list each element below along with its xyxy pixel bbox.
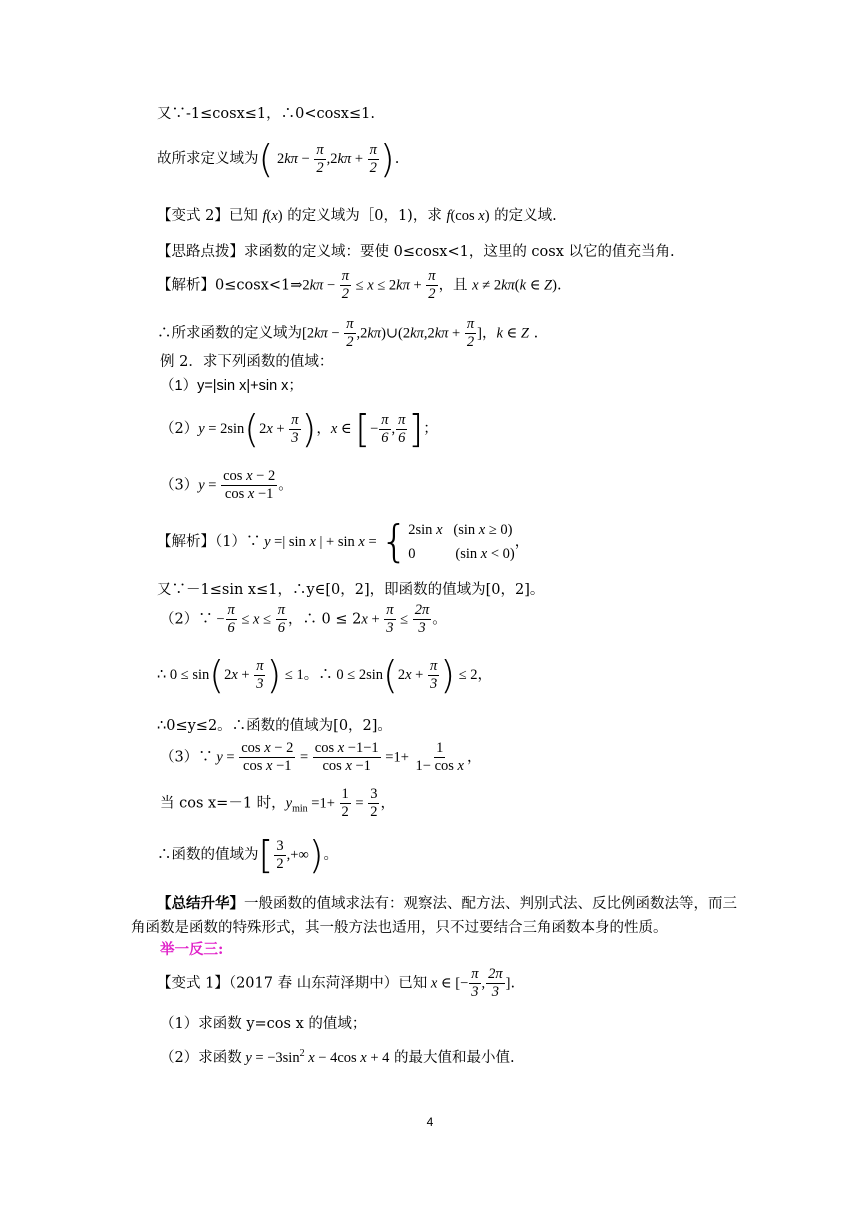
variant-2-title: 【变式 2】已知 f(x) 的定义域为［0，1)，求 f(cos x) 的定义域. bbox=[157, 208, 557, 224]
solution-line: ∴所求函数的定义域为[2kπ − $\frac{\pi}{2}$ ,2kπ)∪(2kπ,2kπ + $\frac{\pi}{2}$ ]，k ∈ Z . bbox=[157, 316, 539, 350]
text-line: 又∵－1≤sin x≤1，∴y∈[0，2]，即函数的值域为[0，2]。 bbox=[157, 582, 545, 598]
solution-3: （3）∵ y = $\frac{\text{cos x − 2}}{\text{cos x −1}}$ = $\frac{\text{cos x −1−1}}{\text{cos x −1}}$ =1+ $\frac{1}{\text{1− cos x}}$ ， bbox=[160, 740, 482, 774]
solution-2-cont: ∴ 0 ≤ sin(2x + $\frac{\pi}{3}$ ) ≤ 1。∴ 0 ≤ 2sin(2x + $\frac{\pi}{3}$ ) ≤ 2， bbox=[157, 653, 493, 697]
solution-line: 【解析】0≤cosx<1⇒2kπ − $\frac{\pi}{2}$ ≤ x ≤ 2kπ + $\frac{\pi}{2}$ ，且 x ≠ 2kπ(k ∈ Z). bbox=[157, 268, 562, 302]
question-line: （2）求函数 $y = -3\sin^2$ x − 4cos x + 4 的最大值和最小值. bbox=[160, 1048, 515, 1066]
domain-result: 故所求定义域为( 2kπ − $\frac{\pi}{2}$ ,2kπ + $\frac{\pi}{2}$ ). bbox=[157, 137, 400, 181]
range-result: ∴函数的值域为[ $\frac{3}{2}$ ,+∞)。 bbox=[157, 833, 339, 877]
example-title: 例 2．求下列函数的值域： bbox=[160, 354, 334, 370]
question-3: （3）y = $\frac{\text{cos x − 2}}{\text{cos x −1}}$ 。 bbox=[160, 468, 293, 502]
solution-3-min: 当 cos x=－1 时，$y_{min} =1+$ $\frac{1}{2}$ = $\frac{3}{2}$ ， bbox=[160, 786, 395, 820]
text-line: （1）y=|sin x|+sin x； bbox=[160, 378, 303, 394]
text-line: 又∵-1≤cosx≤1，∴0<cosx≤1. bbox=[157, 106, 375, 122]
text-line: ∴0≤y≤2。∴函数的值域为[0，2]。 bbox=[157, 718, 392, 734]
text-line: 【思路点拨】求函数的定义域：要使 0≤cosx<1，这里的 cosx 以它的值充当角. bbox=[157, 244, 675, 260]
solution-1: 【解析】（1）∵ y =| sin x | + sin x = { 2sin x (sin x ≥ 0) 0 (sin x < 0) ， bbox=[157, 516, 530, 567]
text-line: （1）求函数 y=cos x 的值域； bbox=[160, 1016, 367, 1032]
practice-heading: 举一反三: bbox=[160, 941, 224, 958]
page-number: 4 bbox=[426, 1115, 434, 1129]
summary-paragraph: 【总结升华】一般函数的值域求法有：观察法、配方法、判别式法、反比例函数法等，而三角函数是函数的特殊形式，其一般方法也适用，只不过要结合三角函数本身的性质。 bbox=[131, 895, 737, 936]
variant-1-title: 【变式 1】（2017 春 山东菏泽期中）已知 x ∈ [− $\frac{\pi}{3}$ , $\frac{2\pi}{3}$ ]. bbox=[157, 966, 516, 1000]
solution-2: （2）∵ − $\frac{\pi}{6}$ ≤ x ≤ $\frac{\pi}{6}$ ，∴ 0 ≤ 2x + $\frac{\pi}{3}$ ≤ $\frac{2\pi}{3}$ 。 bbox=[160, 602, 447, 636]
question-2: （2）y = 2sin(2x + $\frac{\pi}{3}$ )，x ∈ [− $\frac{\pi}{6}$ , $\frac{\pi}{6}$ ]； bbox=[160, 407, 438, 451]
